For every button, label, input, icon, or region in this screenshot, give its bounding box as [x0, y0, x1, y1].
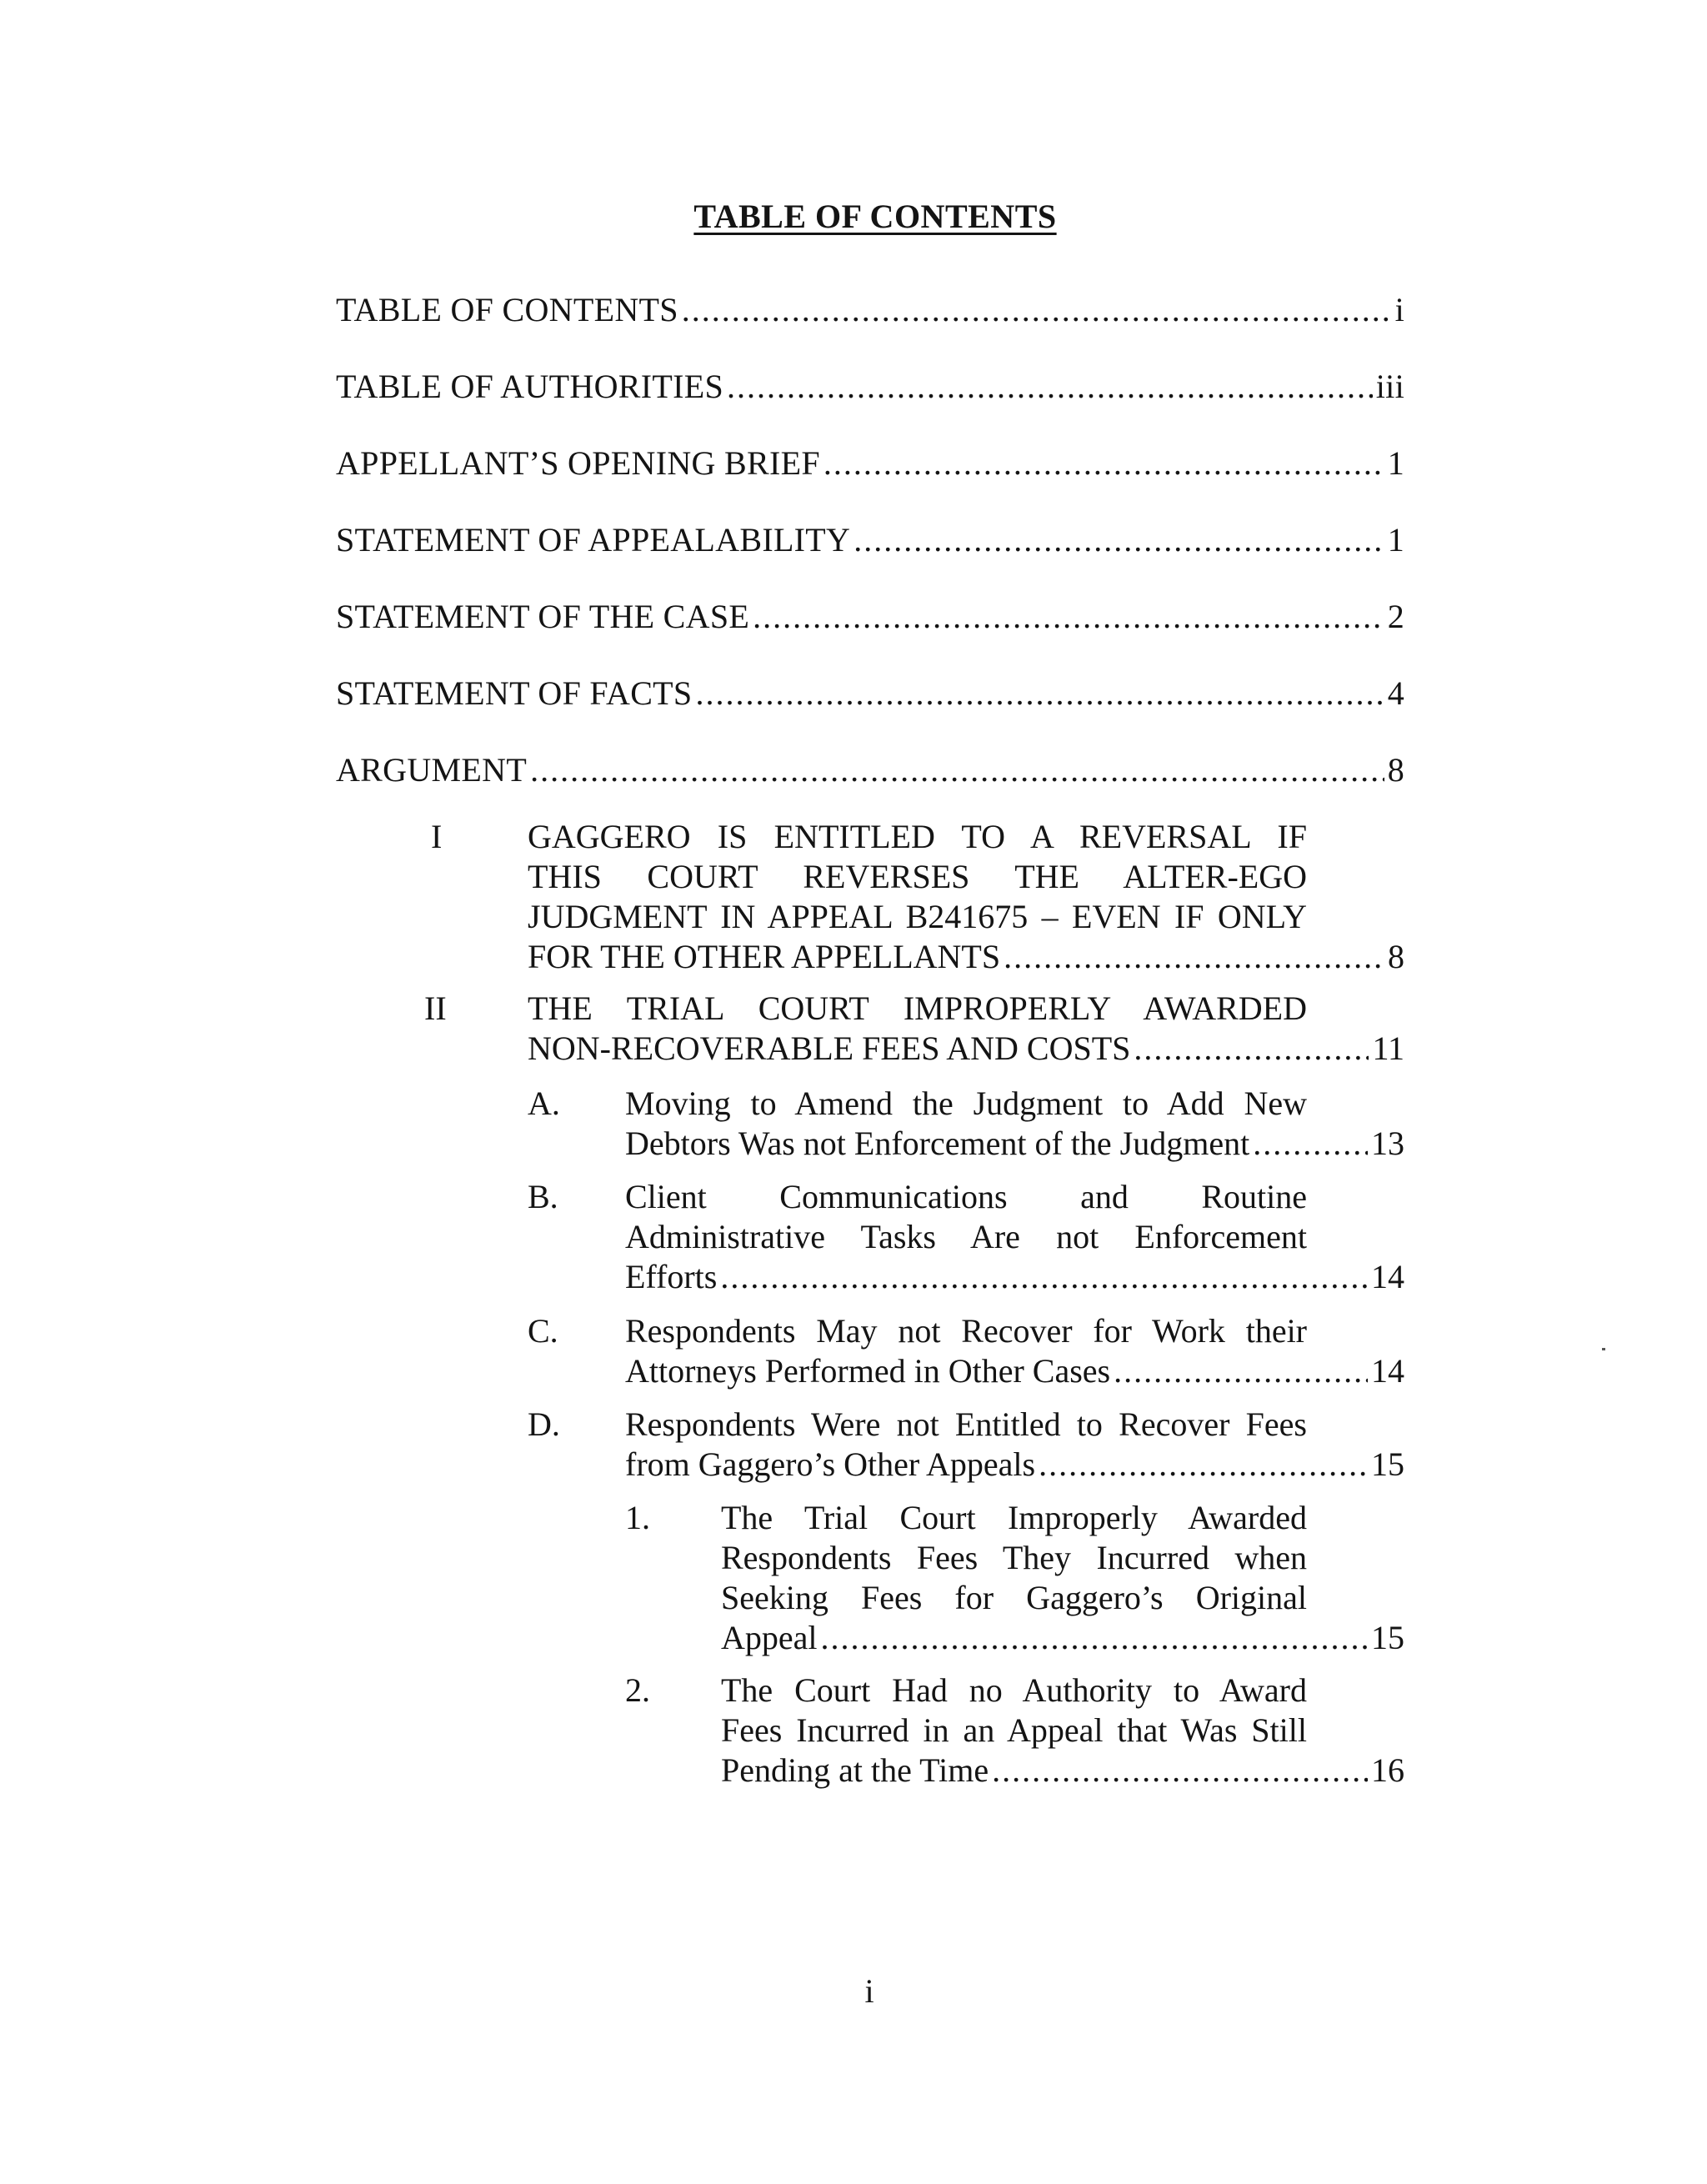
section-number: 1. [625, 1499, 650, 1536]
section-heading: GAGGERO IS ENTITLED TO A REVERSAL IF THIS COURT REVERSES THE ALTER-EGO JUDGMENT IN APPEAL B241675 – EVEN IF ONLY FOR THE OTHER APPELLANTS ..... 8 [528, 817, 1307, 977]
section-number: 2. [625, 1671, 650, 1709]
dot-leader [753, 597, 1384, 637]
dot-leader [1039, 1445, 1368, 1485]
section-number: I [431, 818, 443, 855]
section-heading: Respondents May not Recover for Work their Attorneys Performed in Other Cases ..... 14 [625, 1311, 1307, 1391]
toc-entry [336, 520, 1404, 597]
dot-leader [1253, 1124, 1368, 1164]
toc-entry-page: 8 [1387, 751, 1404, 789]
dot-leader [992, 1751, 1368, 1791]
dot-leader [821, 1618, 1368, 1658]
toc-top-level [336, 290, 1404, 827]
toc-entry-page: 15 [1371, 1619, 1404, 1656]
toc-entry [336, 443, 1404, 520]
toc-entry-label: STATEMENT OF FACTS [336, 674, 693, 712]
toc-entry-page: 1 [1387, 444, 1404, 482]
toc-entry-page: 13 [1371, 1125, 1404, 1162]
toc-entry-page: i [1394, 291, 1404, 328]
section-number: C. [528, 1312, 558, 1350]
section-number: II [424, 989, 447, 1027]
toc-entry [336, 290, 1404, 367]
dot-leader [854, 520, 1384, 560]
dot-leader [530, 750, 1384, 790]
toc-entry-page: 14 [1371, 1352, 1404, 1390]
toc-entry-label: ARGUMENT [336, 751, 528, 789]
dot-leader [1004, 937, 1384, 977]
toc-entry-label: APPELLANT’S OPENING BRIEF [336, 444, 820, 482]
toc-entry-page: 8 [1388, 938, 1404, 975]
toc-entry-page: iii [1375, 368, 1404, 405]
toc-entry [336, 367, 1404, 443]
section-heading: THE TRIAL COURT IMPROPERLY AWARDED NON-RECOVERABLE FEES AND COSTS ..... 11 [528, 989, 1307, 1069]
section-heading: The Court Had no Authority to Award Fees Incurred in an Appeal that Was Still Pending at the Time ..... 16 [721, 1671, 1307, 1791]
toc-entry-label: STATEMENT OF APPEALABILITY [336, 521, 851, 559]
toc-entry-page: 16 [1371, 1751, 1404, 1789]
dot-leader [682, 290, 1392, 330]
section-number: A. [528, 1084, 560, 1122]
toc-entry-page: 15 [1371, 1445, 1404, 1483]
section-heading: Moving to Amend the Judgment to Add New Debtors Was not Enforcement of the Judgment ..... 13 [625, 1084, 1307, 1164]
toc-entry-page: 14 [1371, 1258, 1404, 1295]
toc-entry-label: TABLE OF AUTHORITIES [336, 368, 724, 405]
section-number: B. [528, 1178, 558, 1215]
toc-entry [336, 597, 1404, 674]
section-heading: Client Communications and Routine Administrative Tasks Are not Enforcement Efforts ..... 14 [625, 1177, 1307, 1297]
page-number: i [864, 1972, 874, 2010]
dot-leader [695, 674, 1384, 714]
toc-entry [336, 674, 1404, 750]
dot-leader [823, 443, 1384, 483]
toc-entry [336, 750, 1404, 827]
toc-entry-page: 2 [1387, 598, 1404, 635]
page-title: TABLE OF CONTENTS [693, 198, 1057, 235]
dot-leader [720, 1257, 1368, 1297]
section-number: D. [528, 1405, 560, 1443]
section-heading: Respondents Were not Entitled to Recover Fees from Gaggero’s Other Appeals ..... 15 [625, 1405, 1307, 1485]
dot-leader [727, 367, 1373, 407]
dot-leader [1134, 1029, 1369, 1069]
toc-entry-page: 1 [1387, 521, 1404, 559]
toc-entry-label: TABLE OF CONTENTS [336, 291, 678, 328]
section-heading: The Trial Court Improperly Awarded Respondents Fees They Incurred when Seeking Fees for Gaggero’s Original Appeal ..... 15 [721, 1498, 1307, 1658]
toc-entry-page: 4 [1387, 674, 1404, 712]
toc-entry-page: 11 [1372, 1029, 1404, 1067]
dot-leader [1114, 1351, 1368, 1391]
toc-entry-label: STATEMENT OF THE CASE [336, 598, 750, 635]
scan-speck [1602, 1348, 1605, 1350]
